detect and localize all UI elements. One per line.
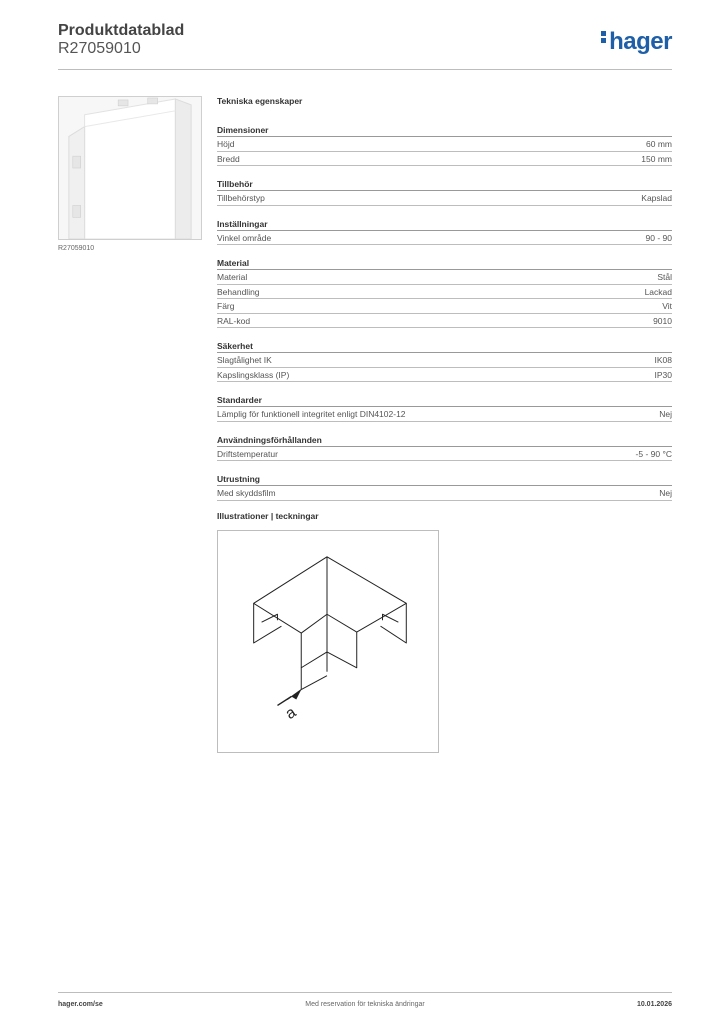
spec-row	[217, 137, 672, 152]
dimension-label: a	[282, 703, 300, 723]
spec-value: Nej	[659, 409, 672, 419]
spec-value: 9010	[653, 315, 672, 326]
spec-group-title: Dimensioner	[217, 118, 672, 137]
footer-note: Med reservation för tekniska ändringar	[305, 1001, 425, 1008]
illustration-drawing	[217, 530, 439, 753]
spec-row	[217, 299, 672, 314]
spec-group	[217, 428, 672, 462]
spec-group	[217, 251, 672, 328]
document-title: Produktdatablad	[58, 22, 185, 39]
spec-row	[217, 231, 672, 246]
spec-group-title: Säkerhet	[217, 334, 672, 353]
spec-row	[217, 368, 672, 383]
illustrations-title: Illustrationer | teckningar	[217, 511, 319, 521]
spec-value: Kapslad	[641, 193, 672, 203]
spec-row	[217, 285, 672, 300]
spec-label: Kapslingsklass (IP)	[217, 369, 290, 380]
spec-label: Färg	[217, 301, 235, 311]
spec-row	[217, 353, 672, 368]
spec-group	[217, 334, 672, 382]
spec-group-title: Utrustning	[217, 467, 672, 486]
product-photo-icon	[59, 97, 201, 239]
spec-value: Vit	[662, 301, 672, 311]
logo-text: hager	[609, 28, 672, 55]
spec-label: Bredd	[217, 153, 240, 164]
spec-row	[217, 191, 672, 206]
spec-group	[217, 388, 672, 422]
hager-logo	[601, 28, 672, 56]
spec-group-title: Inställningar	[217, 212, 672, 231]
spec-value: 150 mm	[641, 153, 672, 164]
product-code: R27059010	[58, 40, 141, 57]
spec-label: RAL-kod	[217, 315, 251, 326]
spec-value: IP30	[654, 369, 672, 380]
footer-date: 10.01.2026	[636, 1001, 672, 1008]
spec-group-title: Standarder	[217, 388, 672, 407]
spec-group-title: Material	[217, 251, 672, 270]
angle-drawing-icon	[218, 531, 438, 752]
product-image-caption: R27059010	[58, 245, 95, 252]
spec-value: -5 - 90 °C	[635, 448, 672, 459]
spec-group-title: Tillbehör	[217, 172, 672, 191]
spec-group	[217, 467, 672, 501]
spec-label: Vinkel område	[217, 232, 272, 243]
spec-row	[217, 486, 672, 501]
spec-label: Höjd	[217, 139, 235, 149]
footer-website: hager.com/se	[58, 1001, 103, 1008]
spec-row	[217, 407, 672, 422]
spec-row	[217, 314, 672, 329]
specs-title: Tekniska egenskaper	[217, 96, 303, 106]
spec-groups	[217, 118, 672, 501]
spec-label: Driftstemperatur	[217, 448, 278, 459]
spec-row	[217, 152, 672, 167]
spec-label: Behandling	[217, 286, 260, 297]
spec-label: Slagtålighet IK	[217, 355, 272, 365]
spec-value: Nej	[659, 488, 672, 498]
spec-label: Material	[217, 272, 248, 282]
spec-value: Stål	[657, 272, 672, 282]
spec-label: Med skyddsfilm	[217, 488, 276, 498]
product-image	[58, 96, 202, 240]
spec-value: Lackad	[644, 286, 672, 297]
logo-dots-icon	[601, 31, 607, 45]
spec-value: 60 mm	[646, 139, 672, 149]
spec-label: Tillbehörstyp	[217, 193, 265, 203]
page-header	[58, 22, 672, 70]
spec-row	[217, 270, 672, 285]
spec-group	[217, 118, 672, 166]
spec-group-title: Användningsförhållanden	[217, 428, 672, 447]
spec-row	[217, 447, 672, 462]
spec-value: IK08	[654, 355, 672, 365]
spec-value: 90 - 90	[645, 232, 672, 243]
spec-group	[217, 212, 672, 246]
spec-group	[217, 172, 672, 206]
page-footer	[58, 992, 672, 1014]
spec-label: Lämplig för funktionell integritet enligt DIN4102-12	[217, 409, 406, 419]
technical-specs	[217, 96, 672, 507]
